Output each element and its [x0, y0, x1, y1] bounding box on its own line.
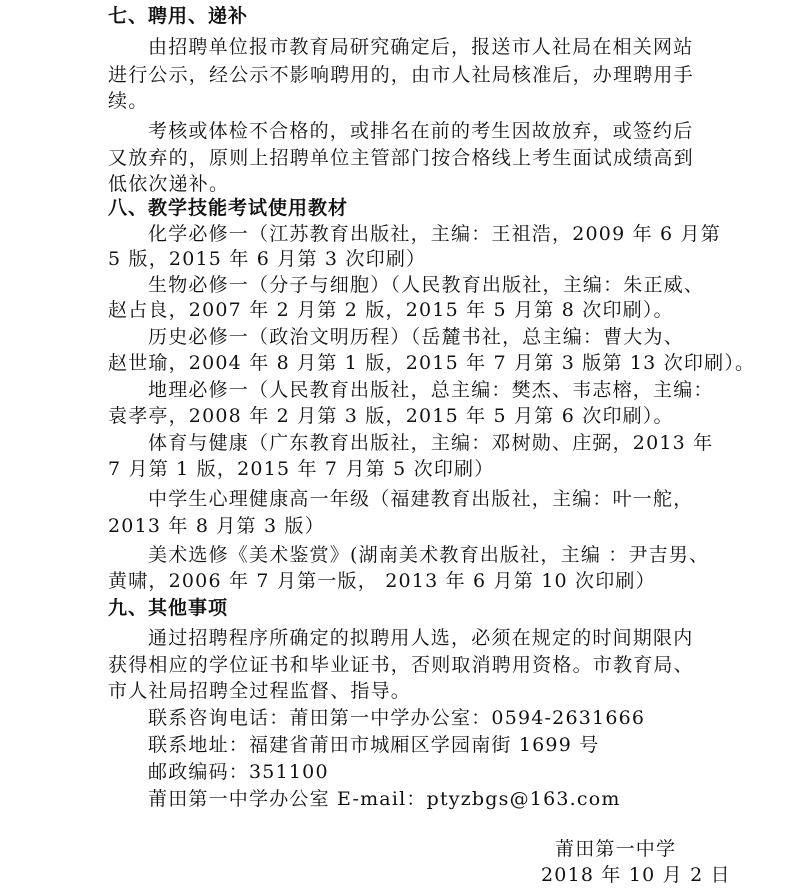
- textbook-line: 历史必修一（政治文明历程）（岳麓书社，总主编：曹大为、: [148, 326, 684, 348]
- textbook-line: 化学必修一（江苏教育出版社，主编：王祖浩，2009 年 6 月第: [148, 223, 721, 245]
- signature-date: 2018 年 10 月 2 日: [541, 864, 731, 886]
- textbook-line: 袁孝亭，2008 年 2 月第 3 版，2015 年 5 月第 6 次印刷）。: [108, 405, 674, 427]
- section-7-heading: 七、聘用、递补: [108, 5, 249, 27]
- section-9-p1-line: 获得相应的学位证书和毕业证书，否则取消聘用资格。市教育局、: [108, 654, 694, 676]
- contact-email: 莆田第一中学办公室 E-mail：ptyzbgs@163.com: [148, 788, 621, 810]
- section-7-p2-line: 低依次递补。: [108, 173, 230, 195]
- signature-org: 莆田第一中学: [555, 838, 677, 860]
- textbook-line: 7 月第 1 版，2015 年 7 月第 5 次印刷）: [108, 458, 495, 480]
- textbook-line: 地理必修一（人民教育出版社，总主编：樊杰、韦志榕，主编：: [148, 379, 714, 401]
- textbook-line: 中学生心理健康高一年级（福建教育出版社，主编：叶一舵，: [148, 488, 694, 510]
- textbook-line: 5 版，2015 年 6 月第 3 次印刷）: [108, 248, 427, 270]
- contact-phone: 联系咨询电话：莆田第一中学办公室：0594-2631666: [148, 707, 646, 729]
- section-7-p1-line: 由招聘单位报市教育局研究确定后，报送市人社局在相关网站: [148, 36, 694, 58]
- textbook-line: 赵世瑜，2004 年 8 月第 1 版，2015 年 7 月第 3 版第 13 次印刷）。: [108, 352, 756, 374]
- textbook-line: 生物必修一（分子与细胞）（人民教育出版社，主编：朱正威、: [148, 274, 705, 296]
- postal-code: 邮政编码：351100: [148, 761, 329, 783]
- section-7-p1-line: 进行公示，经公示不影响聘用的，由市人社局核准后，办理聘用手: [108, 64, 694, 86]
- section-9-p1-line: 市人社局招聘全过程监督、指导。: [108, 680, 412, 702]
- section-7-p2-line: 又放弃的，原则上招聘单位主管部门按合格线上考生面试成绩高到: [108, 147, 694, 169]
- section-7-p1-line: 续。: [108, 90, 149, 112]
- textbook-line: 美术选修《美术鉴赏》(湖南美术教育出版社，主编 ：尹吉男、: [148, 544, 710, 566]
- contact-address: 联系地址：福建省莆田市城厢区学园南街 1699 号: [148, 734, 600, 756]
- textbook-line: 2013 年 8 月第 3 版）: [108, 515, 325, 537]
- section-7-p2-line: 考核或体检不合格的，或排名在前的考生因故放弃，或签约后: [148, 120, 694, 142]
- section-9-p1-line: 通过招聘程序所确定的拟聘用人选，必须在规定的时间期限内: [148, 627, 694, 649]
- textbook-line: 体育与健康（广东教育出版社，主编：邓树勋、庄弼，2013 年: [148, 432, 714, 454]
- textbook-line: 赵占良，2007 年 2 月第 2 版，2015 年 5 月第 8 次印刷）。: [108, 299, 674, 321]
- section-9-heading: 九、其他事项: [108, 597, 229, 619]
- textbook-line: 黄啸，2006 年 7 月第一版， 2013 年 6 月第 10 次印刷）: [108, 570, 656, 592]
- section-8-heading: 八、教学技能考试使用教材: [108, 197, 349, 219]
